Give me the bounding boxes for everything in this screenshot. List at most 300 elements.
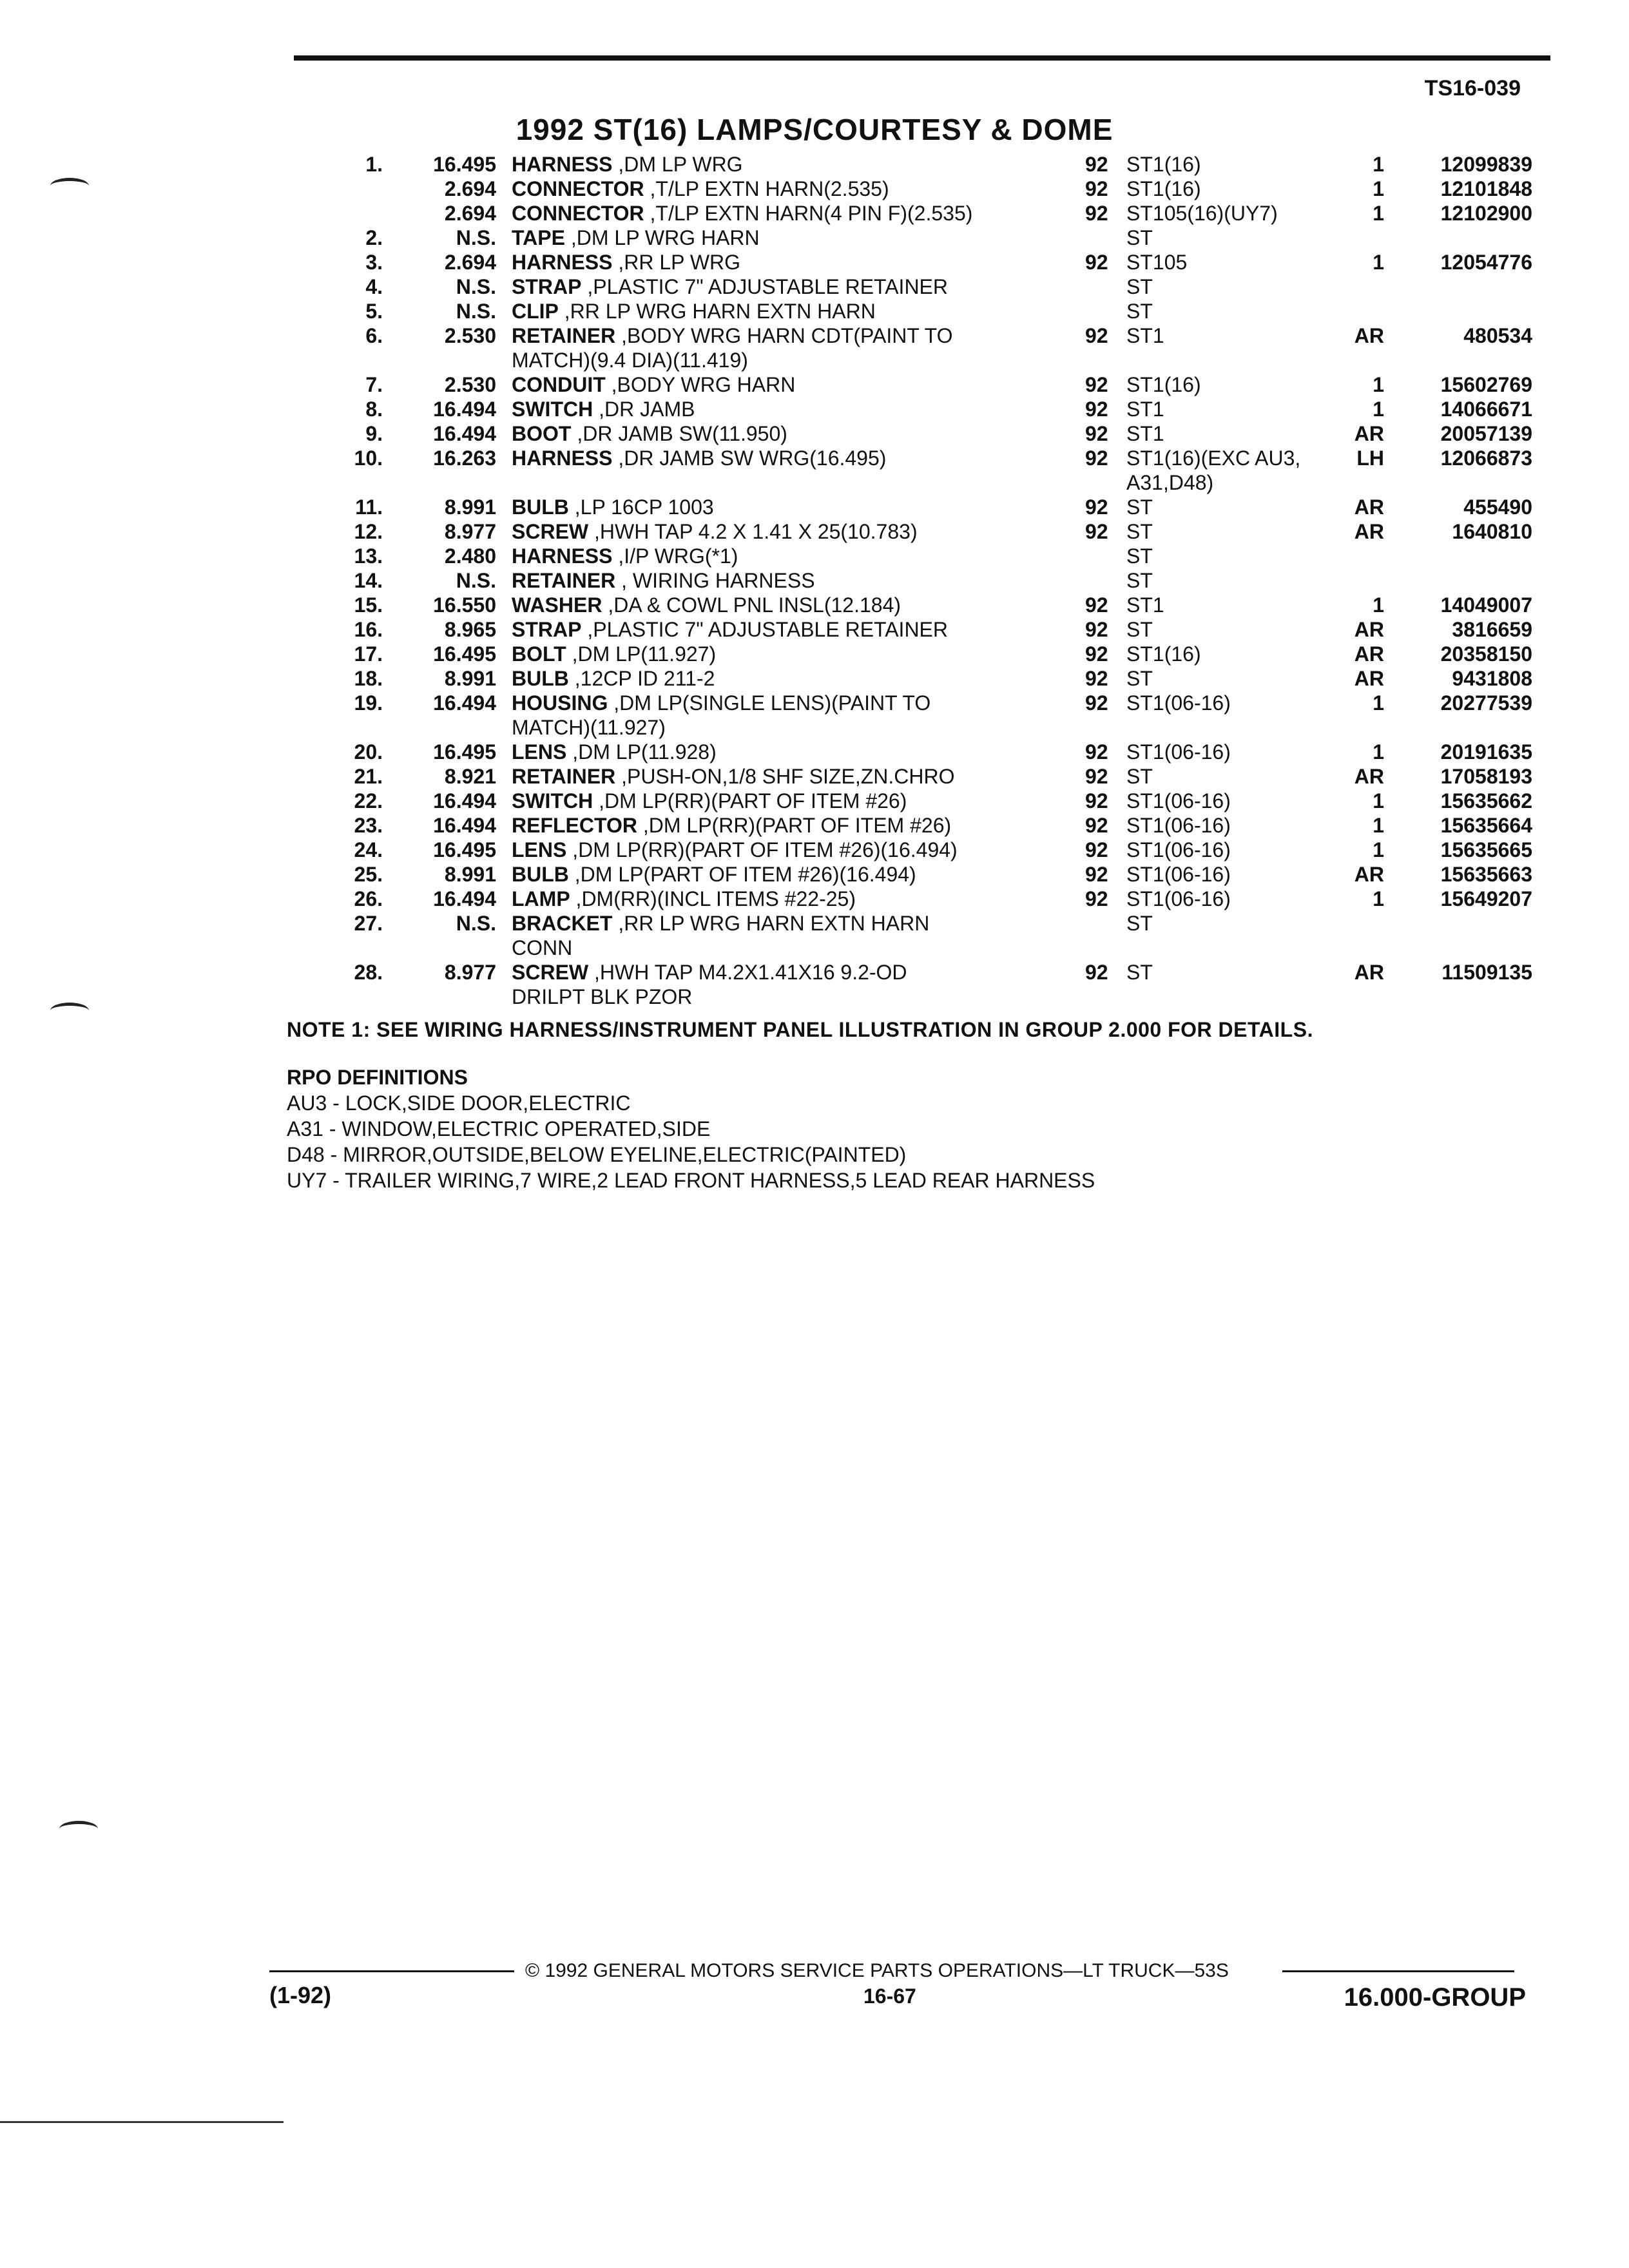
description-text: ,HWH TAP M4.2X1.41X16 9.2-OD — [594, 961, 907, 984]
part-name: STRAP — [512, 618, 582, 641]
rpo-item: UY7 - TRAILER WIRING,7 WIRE,2 LEAD FRONT HARNESS,5 LEAD REAR HARNESS — [287, 1169, 1095, 1192]
model-code — [1126, 568, 1345, 593]
part-number: 12099839 — [1440, 153, 1532, 176]
reference-number: N.S. — [456, 226, 496, 249]
reference-number: 16.495 — [433, 740, 496, 764]
description-text: ,DM LP(11.927) — [572, 642, 717, 666]
part-row — [322, 226, 1532, 250]
model-code — [1126, 764, 1345, 789]
model-line: ST — [1126, 912, 1153, 935]
rpo-item: A31 - WINDOW,ELECTRIC OPERATED,SIDE — [287, 1117, 711, 1140]
description-text: ,T/LP EXTN HARN(2.535) — [650, 177, 889, 200]
reference-number: 2.480 — [444, 544, 496, 568]
quantity: 1 — [1373, 887, 1384, 910]
part-row — [322, 617, 1532, 642]
quantity: 1 — [1373, 177, 1384, 200]
part-name: RETAINER — [512, 569, 616, 592]
binding-hole-mark — [50, 1003, 89, 1019]
model-line: ST1(06-16) — [1126, 838, 1231, 861]
part-name: LAMP — [512, 887, 570, 910]
model-code — [1126, 789, 1345, 813]
part-description — [512, 617, 1059, 642]
part-name: SWITCH — [512, 398, 593, 421]
part-name: RETAINER — [512, 324, 616, 347]
quantity: 1 — [1373, 398, 1384, 421]
part-row — [322, 862, 1532, 887]
item-number: 20. — [354, 740, 383, 764]
top-rule — [294, 55, 1550, 61]
part-row — [322, 323, 1532, 372]
part-row — [322, 201, 1532, 226]
model-line: ST1(06-16) — [1126, 740, 1231, 764]
model-line: ST1(16) — [1126, 177, 1201, 200]
part-name: SWITCH — [512, 789, 593, 812]
model-year: 92 — [1085, 814, 1108, 837]
model-line: ST1(06-16) — [1126, 691, 1231, 715]
description-text: ,BODY WRG HARN — [611, 373, 796, 396]
quantity: 1 — [1373, 153, 1384, 176]
part-name: WASHER — [512, 593, 602, 617]
model-code — [1126, 397, 1345, 421]
model-year: 92 — [1085, 324, 1108, 347]
part-row — [322, 764, 1532, 789]
description-text: ,DR JAMB SW(11.950) — [577, 422, 787, 445]
part-description — [512, 911, 1059, 960]
part-number: 12066873 — [1440, 447, 1532, 470]
description-text: ,DM LP(RR)(PART OF ITEM #26)(16.494) — [572, 838, 958, 861]
part-name: BRACKET — [512, 912, 613, 935]
part-row — [322, 593, 1532, 617]
part-name: SCREW — [512, 520, 589, 543]
quantity: AR — [1354, 618, 1384, 641]
part-number: 15602769 — [1440, 373, 1532, 396]
description-line — [512, 348, 1059, 372]
description-text: ,LP 16CP 1003 — [574, 495, 714, 519]
quantity: 1 — [1373, 691, 1384, 715]
model-code — [1126, 299, 1345, 323]
part-description — [512, 250, 1059, 274]
model-year: 92 — [1085, 495, 1108, 519]
quantity: 1 — [1373, 814, 1384, 837]
item-number: 23. — [354, 814, 383, 837]
part-name: BULB — [512, 667, 569, 690]
description-text: ,RR LP WRG — [618, 251, 741, 274]
part-number: 15635663 — [1440, 863, 1532, 886]
model-line: ST1(16) — [1126, 642, 1201, 666]
part-number: 15635662 — [1440, 789, 1532, 812]
part-row — [322, 642, 1532, 666]
part-name: CLIP — [512, 300, 559, 323]
reference-number: 16.495 — [433, 642, 496, 666]
quantity: 1 — [1373, 202, 1384, 225]
model-code — [1126, 960, 1345, 985]
description-text: MATCH)(9.4 DIA)(11.419) — [512, 349, 748, 372]
description-line — [512, 838, 1059, 862]
quantity: LH — [1356, 447, 1384, 470]
part-row — [322, 274, 1532, 299]
quantity: AR — [1354, 520, 1384, 543]
model-line: ST — [1126, 300, 1153, 323]
description-text: ,DM(RR)(INCL ITEMS #22-25) — [575, 887, 856, 910]
part-row — [322, 691, 1532, 740]
description-line — [512, 495, 1059, 519]
item-number: 11. — [355, 495, 383, 519]
reference-number: 16.494 — [433, 398, 496, 421]
description-text: ,12CP ID 211-2 — [574, 667, 715, 690]
part-row — [322, 887, 1532, 911]
description-line — [512, 862, 1059, 887]
description-line — [512, 226, 1059, 250]
model-code — [1126, 519, 1345, 544]
part-row — [322, 446, 1532, 495]
rpo-definitions — [287, 1064, 1095, 1193]
reference-number: 16.494 — [433, 789, 496, 812]
part-number: 480534 — [1463, 324, 1532, 347]
model-code — [1126, 862, 1345, 887]
description-line — [512, 985, 1059, 1009]
part-name: LENS — [512, 838, 567, 861]
part-name: CONNECTOR — [512, 177, 644, 200]
description-line — [512, 201, 1059, 226]
part-name: CONNECTOR — [512, 202, 644, 225]
model-year: 92 — [1085, 887, 1108, 910]
description-line — [512, 593, 1059, 617]
part-row — [322, 789, 1532, 813]
part-row — [322, 568, 1532, 593]
reference-number: 8.965 — [444, 618, 496, 641]
description-text: ,DR JAMB — [599, 398, 695, 421]
item-number: 24. — [354, 838, 383, 861]
model-line: ST — [1126, 495, 1153, 519]
model-year: 92 — [1085, 251, 1108, 274]
quantity: AR — [1354, 765, 1384, 788]
quantity: AR — [1354, 642, 1384, 666]
description-line — [512, 911, 1059, 936]
document-id: TS16-039 — [1424, 76, 1521, 101]
part-description — [512, 887, 1059, 911]
part-description — [512, 152, 1059, 177]
part-row — [322, 397, 1532, 421]
model-line: ST1(16)(EXC AU3, — [1126, 447, 1301, 470]
model-code — [1126, 642, 1345, 666]
description-text: ,DM LP(11.928) — [572, 740, 717, 764]
model-code — [1126, 887, 1345, 911]
description-text: ,DR JAMB SW WRG(16.495) — [618, 447, 887, 470]
part-description — [512, 838, 1059, 862]
part-name: TAPE — [512, 226, 565, 249]
part-name: BOOT — [512, 422, 572, 445]
model-year: 92 — [1085, 618, 1108, 641]
quantity: AR — [1354, 324, 1384, 347]
part-description — [512, 568, 1059, 593]
description-text: MATCH)(11.927) — [512, 716, 666, 739]
description-text: ,RR LP WRG HARN EXTN HARN — [618, 912, 930, 935]
item-number: 12. — [354, 520, 383, 543]
model-line: ST105(16)(UY7) — [1126, 202, 1278, 225]
reference-number: 8.977 — [444, 520, 496, 543]
footer-copyright: © 1992 GENERAL MOTORS SERVICE PARTS OPERATIONS—LT TRUCK—53S — [525, 1960, 1229, 1981]
part-number: 11509135 — [1441, 961, 1532, 984]
reference-number: 2.530 — [444, 373, 496, 396]
description-line — [512, 789, 1059, 813]
quantity: 1 — [1373, 593, 1384, 617]
model-code — [1126, 838, 1345, 862]
model-code — [1126, 740, 1345, 764]
model-code — [1126, 813, 1345, 838]
part-number: 15649207 — [1440, 887, 1532, 910]
model-year: 92 — [1085, 765, 1108, 788]
item-number: 5. — [365, 300, 383, 323]
reference-number: 16.494 — [433, 691, 496, 715]
reference-number: 16.495 — [433, 838, 496, 861]
part-row — [322, 152, 1532, 177]
description-line — [512, 740, 1059, 764]
description-text: ,I/P WRG(*1) — [618, 544, 738, 568]
footer-rule-right — [1282, 1970, 1514, 1972]
part-description — [512, 372, 1059, 397]
part-number: 20057139 — [1440, 422, 1532, 445]
part-row — [322, 519, 1532, 544]
item-number: 13. — [354, 544, 383, 568]
model-line: ST — [1126, 520, 1153, 543]
item-number: 9. — [365, 422, 383, 445]
reference-number: 2.694 — [444, 202, 496, 225]
item-number: 2. — [365, 226, 383, 249]
part-name: HOUSING — [512, 691, 608, 715]
model-code — [1126, 495, 1345, 519]
item-number: 4. — [365, 275, 383, 298]
part-description — [512, 421, 1059, 446]
item-number: 27. — [354, 912, 383, 935]
footer-group: 16.000-GROUP — [1344, 1983, 1526, 2012]
reference-number: 16.494 — [433, 887, 496, 910]
quantity: AR — [1354, 961, 1384, 984]
model-code — [1126, 911, 1345, 936]
description-line — [512, 544, 1059, 568]
item-number: 26. — [354, 887, 383, 910]
item-number: 10. — [354, 447, 383, 470]
quantity: AR — [1354, 422, 1384, 445]
part-description — [512, 642, 1059, 666]
part-number: 14066671 — [1440, 398, 1532, 421]
part-description — [512, 495, 1059, 519]
part-name: LENS — [512, 740, 567, 764]
quantity: 1 — [1373, 789, 1384, 812]
model-code — [1126, 177, 1345, 201]
model-code — [1126, 593, 1345, 617]
model-code — [1126, 544, 1345, 568]
footer-rule-left — [269, 1970, 514, 1972]
item-number: 3. — [365, 251, 383, 274]
part-name: HARNESS — [512, 544, 613, 568]
reference-number: 2.694 — [444, 251, 496, 274]
description-text: ,RR LP WRG HARN EXTN HARN — [564, 300, 876, 323]
description-line — [512, 446, 1059, 470]
model-year: 92 — [1085, 422, 1108, 445]
model-year: 92 — [1085, 398, 1108, 421]
quantity: 1 — [1373, 251, 1384, 274]
model-line: ST — [1126, 961, 1153, 984]
part-description — [512, 177, 1059, 201]
part-description — [512, 813, 1059, 838]
model-year: 92 — [1085, 373, 1108, 396]
model-line: ST — [1126, 667, 1153, 690]
model-line: ST — [1126, 618, 1153, 641]
model-line: ST1(06-16) — [1126, 863, 1231, 886]
part-description — [512, 960, 1059, 1009]
reference-number: 2.694 — [444, 177, 496, 200]
model-year: 92 — [1085, 153, 1108, 176]
binding-hole-mark — [50, 178, 89, 194]
part-name: BULB — [512, 863, 569, 886]
reference-number: 16.494 — [433, 422, 496, 445]
model-year: 92 — [1085, 838, 1108, 861]
model-line: ST — [1126, 226, 1153, 249]
quantity: 1 — [1373, 838, 1384, 861]
part-name: CONDUIT — [512, 373, 606, 396]
model-line: ST1(16) — [1126, 373, 1201, 396]
part-number: 20191635 — [1440, 740, 1532, 764]
item-number: 6. — [365, 324, 383, 347]
part-name: HARNESS — [512, 251, 613, 274]
model-year: 92 — [1085, 593, 1108, 617]
quantity: 1 — [1373, 373, 1384, 396]
part-name: REFLECTOR — [512, 814, 637, 837]
model-code — [1126, 152, 1345, 177]
description-text: ,DM LP WRG — [618, 153, 743, 176]
reference-number: 8.991 — [444, 667, 496, 690]
item-number: 19. — [354, 691, 383, 715]
description-line — [512, 372, 1059, 397]
footer-date: (1-92) — [269, 1982, 332, 2008]
description-line — [512, 764, 1059, 789]
model-line: ST1(06-16) — [1126, 887, 1231, 910]
part-description — [512, 397, 1059, 421]
model-line: ST1(16) — [1126, 153, 1201, 176]
part-description — [512, 299, 1059, 323]
description-text: ,DA & COWL PNL INSL(12.184) — [608, 593, 901, 617]
description-line — [512, 299, 1059, 323]
quantity: AR — [1354, 667, 1384, 690]
part-description — [512, 740, 1059, 764]
part-name: SCREW — [512, 961, 589, 984]
model-year: 92 — [1085, 740, 1108, 764]
model-code — [1126, 201, 1345, 226]
part-name: RETAINER — [512, 765, 616, 788]
model-year: 92 — [1085, 961, 1108, 984]
description-text: ,HWH TAP 4.2 X 1.41 X 25(10.783) — [594, 520, 918, 543]
model-line: ST1 — [1126, 324, 1164, 347]
part-description — [512, 789, 1059, 813]
part-description — [512, 446, 1059, 470]
description-text: ,DM LP(PART OF ITEM #26)(16.494) — [574, 863, 916, 886]
parts-list — [322, 152, 1532, 1009]
description-line — [512, 323, 1059, 348]
model-line: ST — [1126, 765, 1153, 788]
model-code — [1126, 323, 1345, 348]
model-code — [1126, 666, 1345, 691]
item-number: 25. — [354, 863, 383, 886]
reference-number: 2.530 — [444, 324, 496, 347]
model-code — [1126, 250, 1345, 274]
part-name: HARNESS — [512, 447, 613, 470]
model-code — [1126, 226, 1345, 250]
model-year: 92 — [1085, 863, 1108, 886]
part-number: 20277539 — [1440, 691, 1532, 715]
model-year: 92 — [1085, 642, 1108, 666]
item-number: 28. — [354, 961, 383, 984]
part-description — [512, 274, 1059, 299]
reference-number: N.S. — [456, 912, 496, 935]
model-line: ST1(06-16) — [1126, 789, 1231, 812]
quantity: AR — [1354, 495, 1384, 519]
description-line — [512, 666, 1059, 691]
part-description — [512, 764, 1059, 789]
description-line — [512, 642, 1059, 666]
rpo-item: D48 - MIRROR,OUTSIDE,BELOW EYELINE,ELECTRIC(PAINTED) — [287, 1143, 907, 1166]
part-description — [512, 691, 1059, 740]
model-line: ST — [1126, 544, 1153, 568]
description-line — [512, 421, 1059, 446]
part-number: 12054776 — [1440, 251, 1532, 274]
reference-number: 8.921 — [444, 765, 496, 788]
part-row — [322, 813, 1532, 838]
description-text: , WIRING HARNESS — [621, 569, 815, 592]
part-number: 15635665 — [1440, 838, 1532, 861]
description-line — [512, 152, 1059, 177]
part-number: 20358150 — [1440, 642, 1532, 666]
item-number: 22. — [354, 789, 383, 812]
quantity: AR — [1354, 863, 1384, 886]
description-line — [512, 397, 1059, 421]
part-number: 3816659 — [1452, 618, 1532, 641]
model-line: ST — [1126, 569, 1153, 592]
model-code — [1126, 372, 1345, 397]
description-line — [512, 960, 1059, 985]
model-line: A31,D48) — [1126, 471, 1214, 494]
rpo-item: AU3 - LOCK,SIDE DOOR,ELECTRIC — [287, 1091, 631, 1115]
part-row — [322, 666, 1532, 691]
model-year: 92 — [1085, 667, 1108, 690]
description-text: ,DM LP(RR)(PART OF ITEM #26) — [642, 814, 952, 837]
part-row — [322, 299, 1532, 323]
model-code — [1126, 274, 1345, 299]
item-number: 21. — [354, 765, 383, 788]
description-text: ,DM LP WRG HARN — [570, 226, 760, 249]
part-name: HARNESS — [512, 153, 613, 176]
model-code — [1126, 691, 1345, 715]
item-number: 15. — [354, 593, 383, 617]
item-number: 16. — [354, 618, 383, 641]
item-number: 18. — [354, 667, 383, 690]
description-text: ,BODY WRG HARN CDT(PAINT TO — [621, 324, 953, 347]
part-description — [512, 323, 1059, 372]
model-year: 92 — [1085, 177, 1108, 200]
part-description — [512, 666, 1059, 691]
part-row — [322, 372, 1532, 397]
description-text: ,DM LP(SINGLE LENS)(PAINT TO — [613, 691, 931, 715]
description-line — [512, 568, 1059, 593]
description-line — [512, 887, 1059, 911]
description-text: ,PUSH-ON,1/8 SHF SIZE,ZN.CHRO — [621, 765, 955, 788]
model-line: ST1 — [1126, 422, 1164, 445]
binding-hole-mark — [59, 1821, 98, 1837]
model-year: 92 — [1085, 202, 1108, 225]
model-code — [1126, 421, 1345, 446]
description-line — [512, 936, 1059, 960]
model-year: 92 — [1085, 789, 1108, 812]
description-text: DRILPT BLK PZOR — [512, 985, 693, 1008]
